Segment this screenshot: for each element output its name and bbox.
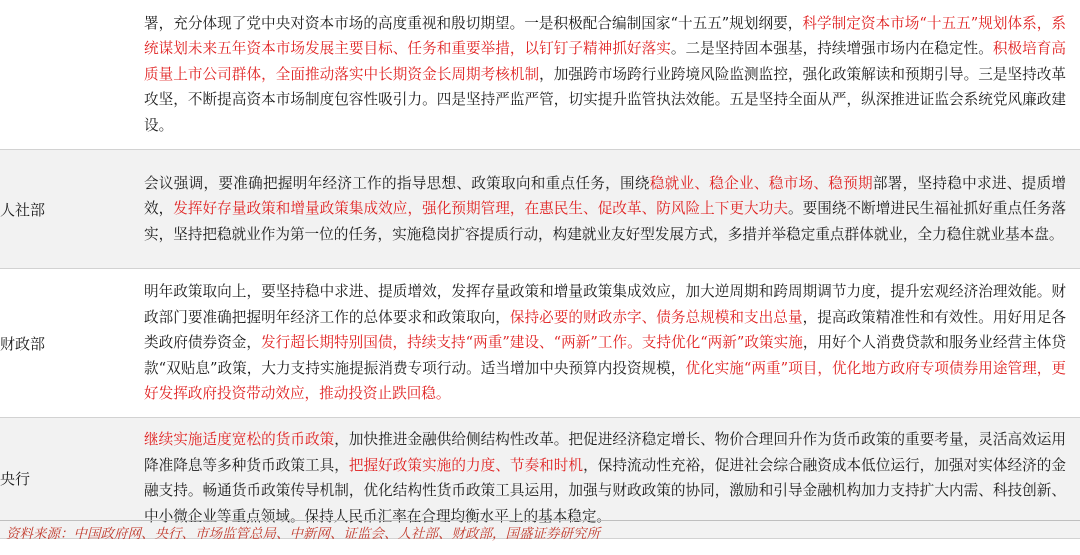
source-note: 资料来源：中国政府网、央行、市场监管总局、中新网、证监会、人社部、财政部，国盛证券研究所 — [0, 520, 1080, 542]
highlighted-text: 优化实施“两重”项目，优化地方政府专项债券用途管理，更好发挥政府投资带动效应，推动投资止跌回稳。 — [144, 359, 1066, 403]
department-cell: 央行 — [0, 469, 31, 488]
department-cell: 财政部 — [0, 334, 46, 353]
body-text: ，保持流动性充裕，促进社会综合融资成本低位运行，加强对实体经济的金融支持。畅通货币政策传导机制，优化结构性货币政策工具运用，加强与财政政策的协同，激励和引导金融机构加力支持扩大内需、科技创新、中小微企业等重点领域。保持人民币汇率在合理均衡水平上的基本稳定。 — [144, 456, 1066, 525]
department-cell: 人社部 — [0, 200, 46, 219]
table-row-mof — [0, 269, 1080, 418]
highlighted-text: 继续实施适度宽松的货币政策 — [144, 431, 335, 448]
department-cell — [0, 0, 134, 150]
highlighted-text: 把握好政策实施的力度、节奏和时机 — [348, 456, 584, 474]
policy-text-cell — [134, 150, 1080, 269]
body-text: 。要围绕不断增进民生福祉抓好重点任务落实，坚持把稳就业作为第一位的任务，实施稳岗扩容提质行动，构建就业友好型发展方式，多措并举稳定重点群体就业，全力稳住就业基本盘。 — [144, 200, 1066, 243]
body-text: ，用好个人消费贷款和服务业经营主体贷款“双贴息”政策，大力支持实施提振消费专项行动。适当增加中央预算内投资规模， — [144, 334, 1066, 377]
table-row-mohrss — [0, 150, 1080, 269]
table-row-csrc — [0, 0, 1080, 150]
highlighted-text: 稳就业、稳企业、稳市场、稳预期 — [649, 174, 873, 192]
body-text: 会议强调，要准确把握明年经济工作的指导思想、政策取向和重点任务，围绕 — [144, 174, 650, 192]
body-text: ，提高政策精准性和有效性。用好用足各类政府债券资金， — [144, 308, 1066, 352]
highlighted-text: 科学制定资本市场“十五五”规划体系，系统谋划未来五年资本市场发展主要目标、任务和重要举措，以钉钉子精神抓好落实 — [144, 14, 1066, 58]
body-text: 署，充分体现了党中央对资本市场的高度重视和殷切期望。一是积极配合编制国家“十五五”规划纲要， — [144, 14, 803, 32]
highlighted-text: 积极培育高质量上市公司群体，全面推动落实中长期资金长周期考核机制 — [144, 40, 1066, 83]
highlighted-text: 保持必要的财政赤字、债务总规模和支出总量 — [509, 308, 803, 326]
body-text: 。二是坚持固本强基，持续增强市场内在稳定性。 — [670, 40, 993, 58]
body-text: ，加强跨市场跨行业跨境风险监测监控，强化政策解读和预期引导。三是坚持改革攻坚，不断提高资本市场制度包容性吸引力。四是坚持严监严管，切实提升监管执法效能。五是坚持全面从严，纵深推进证监会系统党风廉政建设。 — [144, 65, 1066, 134]
highlighted-text: 发行超长期特别国债，持续支持“两重”建设、“两新”工作。支持优化“两新”政策实施 — [260, 334, 803, 352]
body-text: 明年政策取向上，要坚持稳中求进、提质增效，发挥存量政策和增量政策集成效应，加大逆周期和跨周期调节力度，提升宏观经济治理效能。财政部门要准确把握明年经济工作的总体要求和政策取向， — [144, 283, 1066, 326]
body-text: ，加快推进金融供给侧结构性改革。把促进经济稳定增长、物价合理回升作为货币政策的重要考量，灵活高效运用降准降息等多种货币政策工具， — [144, 431, 1066, 474]
policy-text-cell — [134, 269, 1080, 418]
policy-text-cell — [134, 0, 1080, 150]
highlighted-text: 发挥好存量政策和增量政策集成效应，强化预期管理，在惠民生、促改革、防风险上下更大功夫 — [173, 200, 788, 218]
body-text: 部署，坚持稳中求进、提质增效， — [144, 174, 1066, 218]
